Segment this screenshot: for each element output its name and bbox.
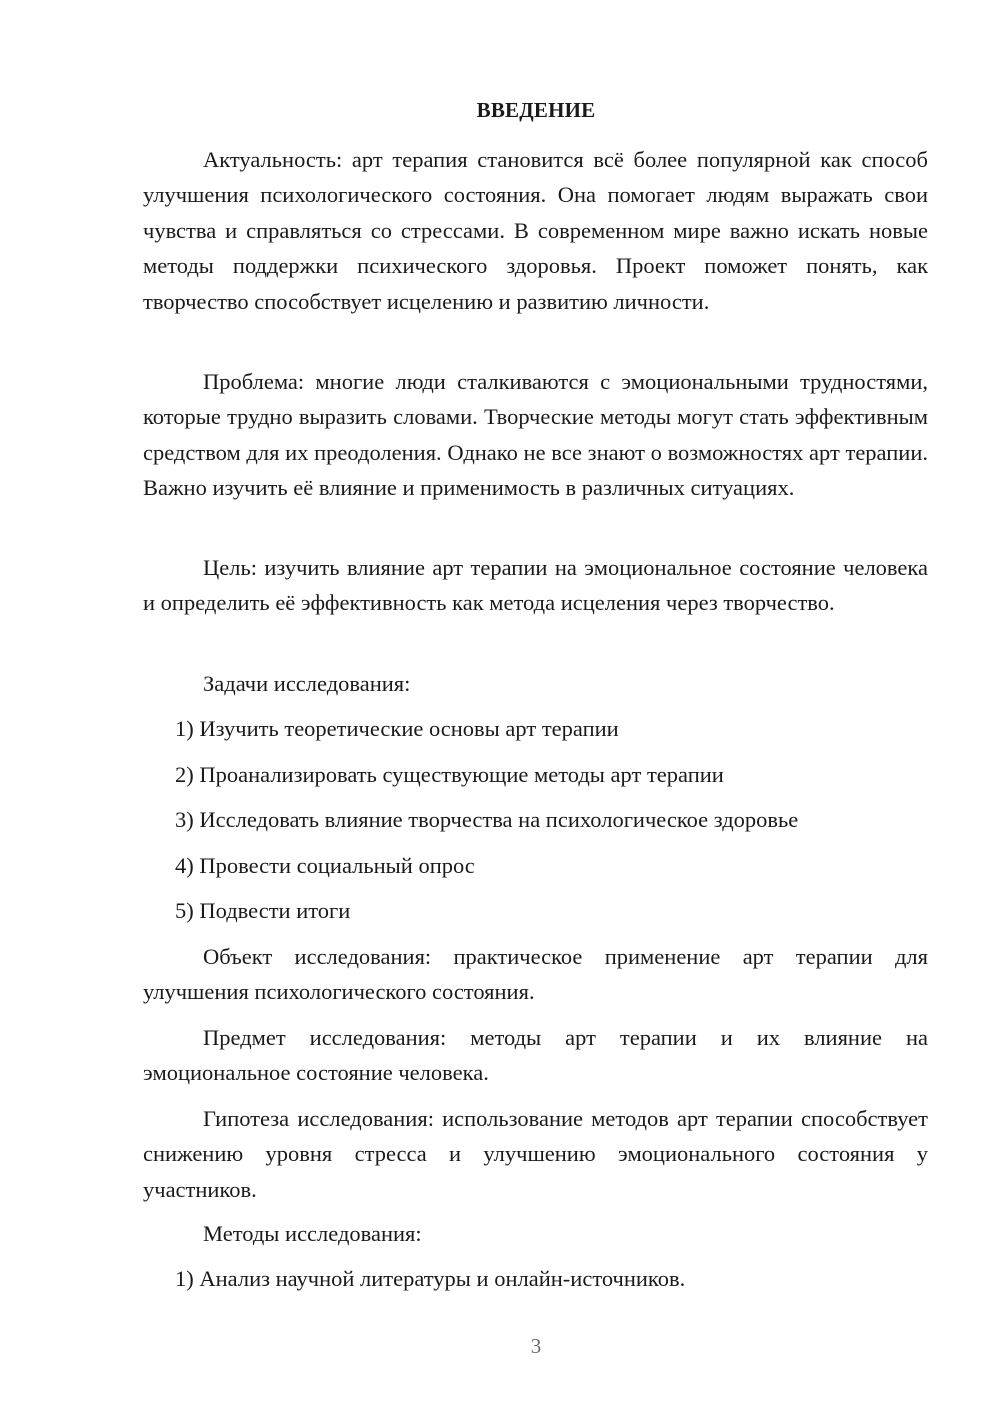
subject-text: Предмет исследования: методы арт терапии и их влияние на эмоциональное состояние человека. [143,1025,928,1086]
problem-text: Проблема: многие люди сталкиваются с эмоциональными трудностями, которые трудно выразить словами. Творческие методы могут стать эффективным средством для их преодоления. Однако не все знают о возможностях арт терапии. Важно изучить её влияние и применимость в различных ситуациях. [143,369,928,501]
hypothesis-paragraph [143,1101,928,1207]
object-text: Объект исследования: практическое применение арт терапии для улучшения психологического состояния. [143,944,928,1005]
task-item: 3) Исследовать влияние творчества на психологическое здоровье [175,807,799,832]
relevance-text: Актуальность: арт терапия становится всё более популярной как способ улучшения психологического состояния. Она помогает людям выражать свои чувства и справляться со стрессами. В современном мире важно искать новые методы поддержки психического здоровья. Проект поможет понять, как творчество способствует исцелению и развитию личности. [143,147,928,314]
goal-text: Цель: изучить влияние арт терапии на эмоциональное состояние человека и определить её эффективность как метода исцеления через творчество. [143,555,928,616]
task-item: 5) Подвести итоги [175,898,351,923]
methods-heading: Методы исследования: [203,1221,422,1246]
task-item: 4) Провести социальный опрос [175,853,475,878]
tasks-heading: Задачи исследования: [203,671,411,696]
task-item: 1) Изучить теоретические основы арт терапии [175,716,619,741]
problem-paragraph [143,364,928,506]
page-title: ВВЕДЕНИЕ [476,98,596,122]
object-paragraph [143,939,928,1010]
relevance-paragraph [143,142,928,319]
goal-paragraph [143,550,928,621]
task-item: 2) Проанализировать существующие методы арт терапии [175,762,724,787]
method-item: 1) Анализ научной литературы и онлайн-источников. [175,1266,686,1291]
subject-paragraph [143,1020,928,1091]
hypothesis-text: Гипотеза исследования: использование методов арт терапии способствует снижению уровня стресса и улучшению эмоционального состояния у участников. [143,1106,928,1202]
page-number: 3 [530,1334,542,1358]
